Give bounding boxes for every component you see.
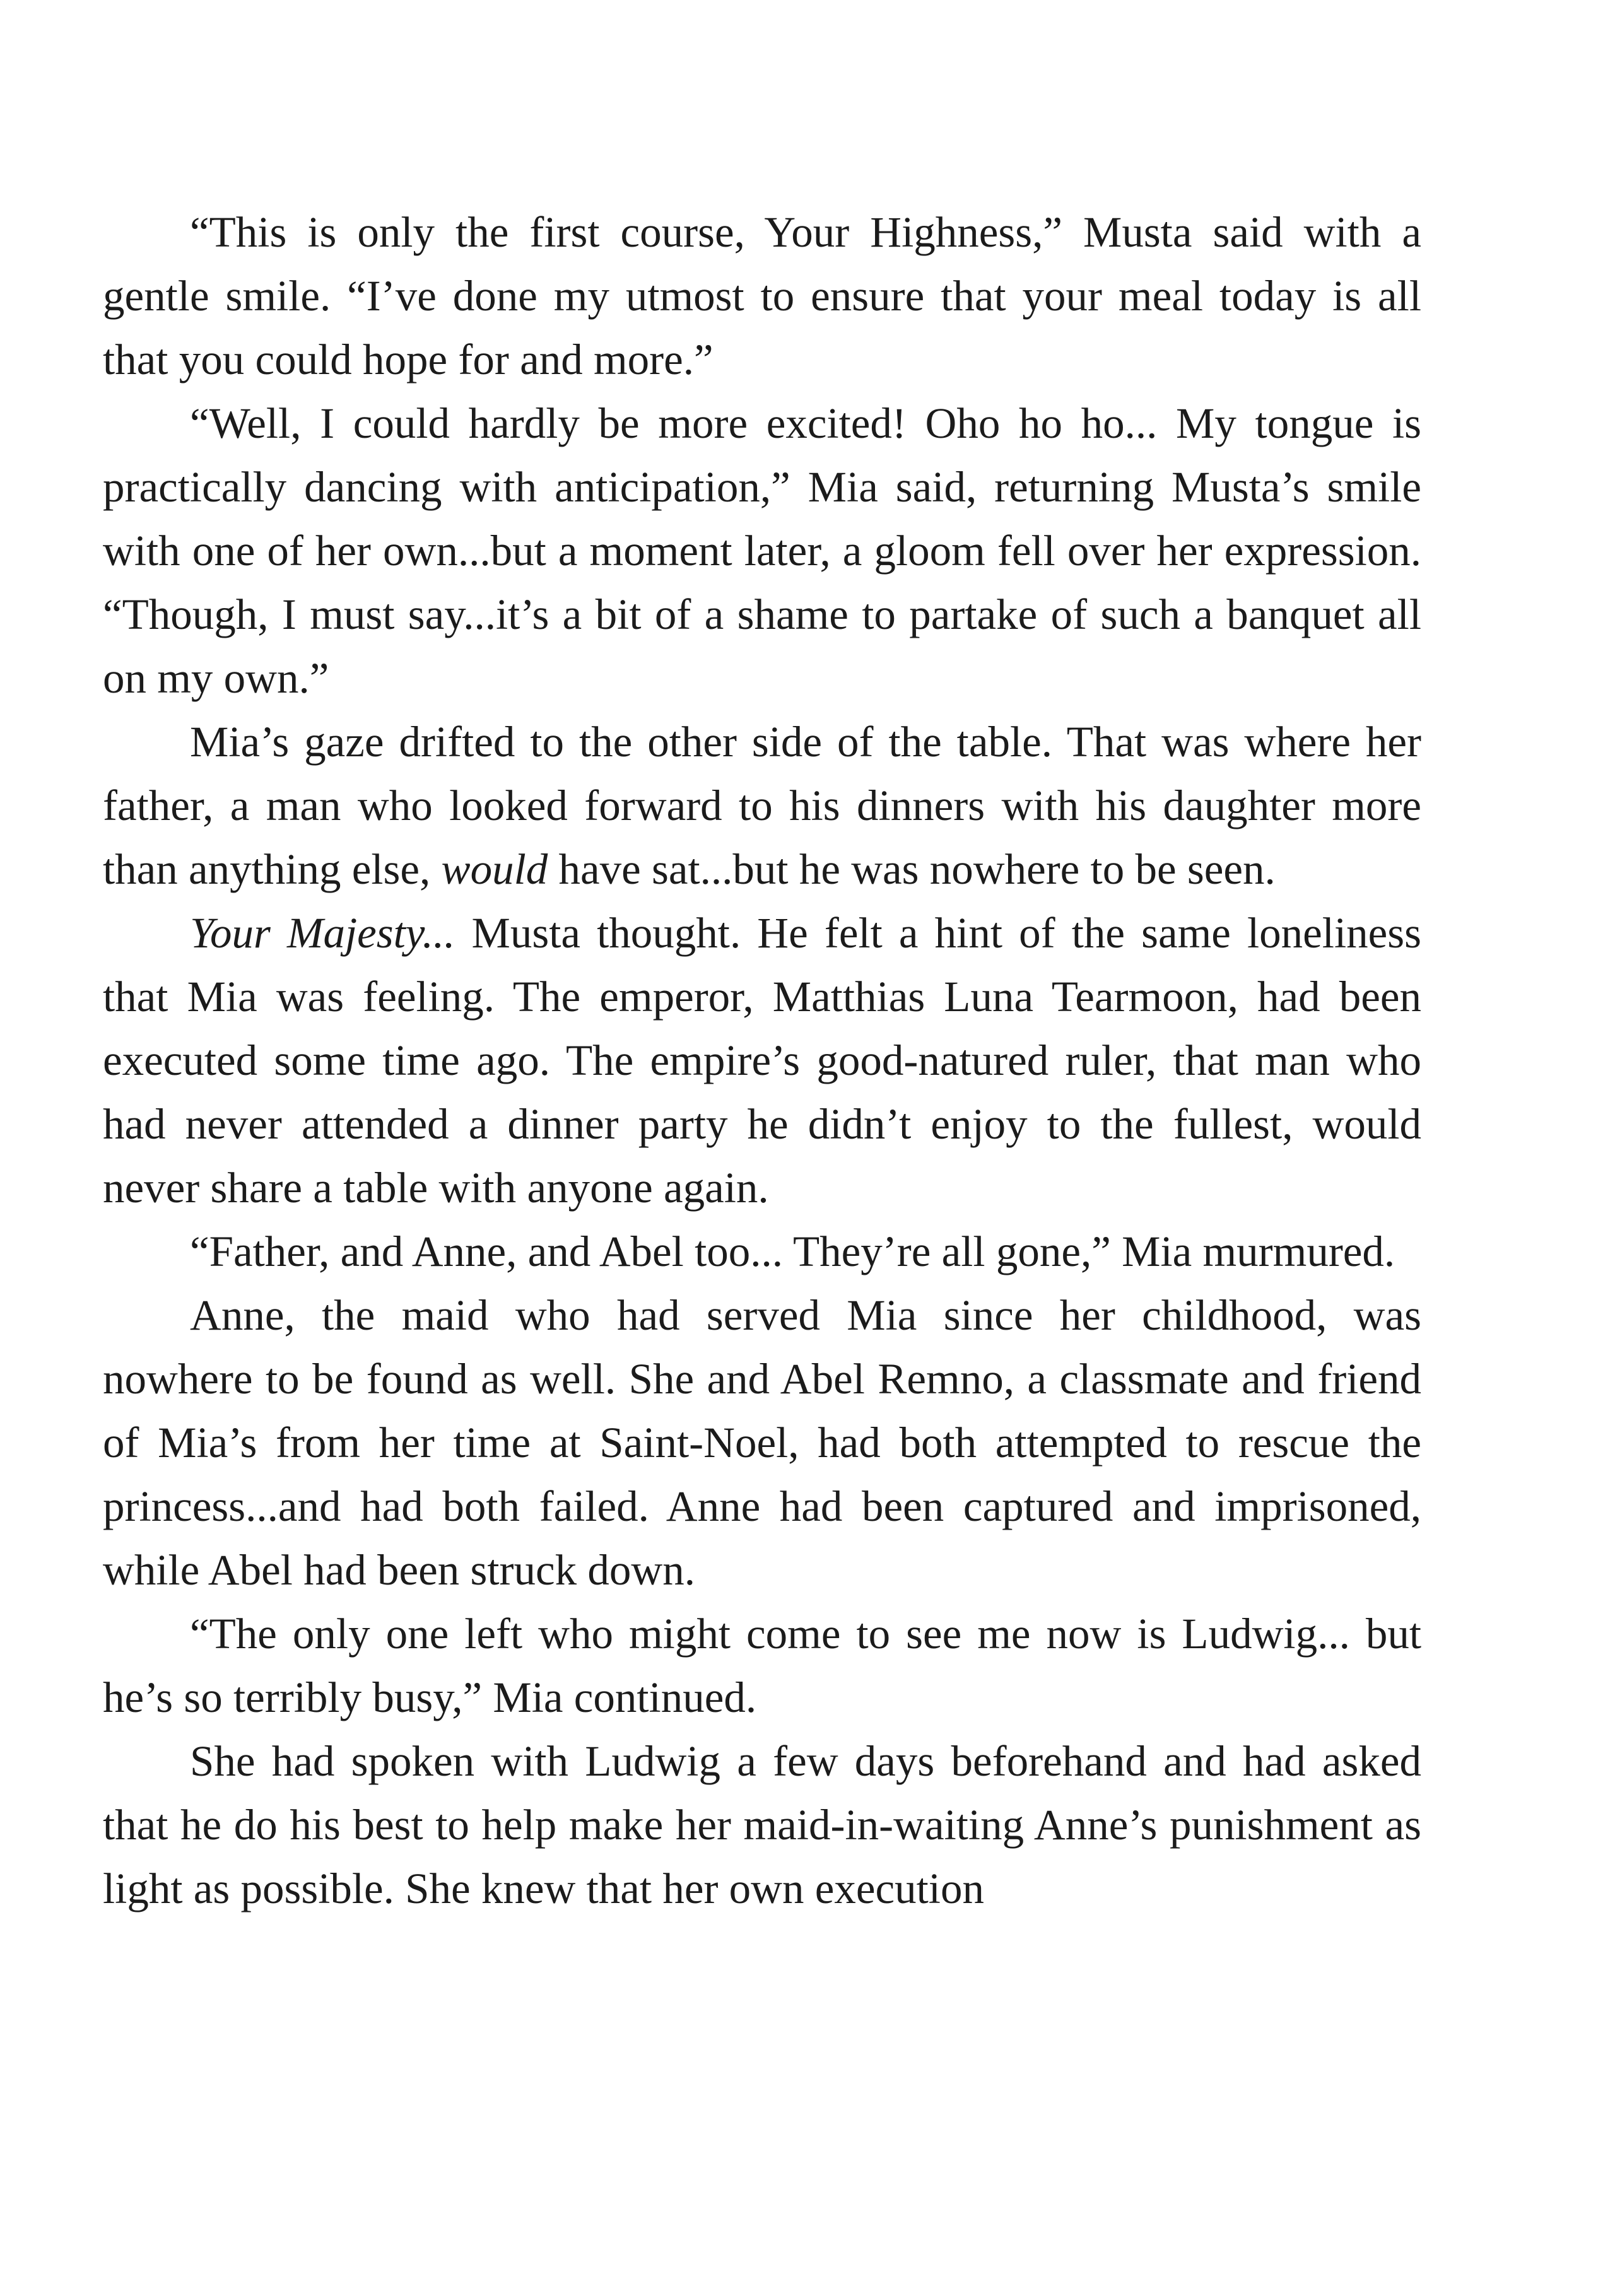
book-page	[103, 201, 1421, 1921]
paragraph-2	[103, 392, 1421, 710]
paragraph-6	[103, 1284, 1421, 1602]
paragraph-8-text: She had spoken with Ludwig a few days beforehand and had asked that he do his best to help make her maid-in-waiting Anne’s punishment as light as possible. She knew that her own execution	[103, 1737, 1421, 1912]
paragraph-4-thought: Your Majesty...	[190, 909, 455, 957]
paragraph-5	[103, 1220, 1421, 1284]
paragraph-4	[103, 901, 1421, 1220]
paragraph-8	[103, 1730, 1421, 1921]
paragraph-1	[103, 201, 1421, 392]
paragraph-3	[103, 710, 1421, 901]
paragraph-7-text: “The only one left who might come to see me now is Ludwig... but he’s so terribly busy,” Mia continued.	[103, 1610, 1421, 1721]
paragraph-1-text: “This is only the first course, Your Highness,” Musta said with a gentle smile. “I’ve done my utmost to ensure that your meal today is all that you could hope for and more.”	[103, 208, 1421, 384]
paragraph-6-text: Anne, the maid who had served Mia since her childhood, was nowhere to be found as well. She and Abel Remno, a classmate and friend of Mia’s from her time at Saint-Noel, had both attempted to rescue the princess...and had both failed. Anne had been captured and imprisoned, while Abel had been struck down.	[103, 1291, 1421, 1594]
paragraph-4-text: Musta thought. He felt a hint of the same loneliness that Mia was feeling. The emperor, Matthias Luna Tearmoon, had been executed some time ago. The empire’s good-natured ruler, that man who had never attended a dinner party he didn’t enjoy to the fullest, would never share a table with anyone again.	[103, 909, 1421, 1212]
paragraph-2-text: “Well, I could hardly be more excited! Oho ho ho... My tongue is practically dancing with anticipation,” Mia said, returning Musta’s smile with one of her own...but a moment later, a gloom fell over her expression. “Though, I must say...it’s a bit of a shame to partake of such a banquet all on my own.”	[103, 399, 1421, 702]
paragraph-3-emphasis: would	[441, 845, 548, 893]
paragraph-5-text: “Father, and Anne, and Abel too... They’re all gone,” Mia murmured.	[190, 1227, 1395, 1275]
paragraph-7	[103, 1602, 1421, 1730]
paragraph-3-text-a: Mia’s gaze drifted to the other side of the table. That was where her father, a man who looked forward to his dinners with his daughter more than anything else,	[103, 718, 1421, 893]
paragraph-3-text-b: have sat...but he was nowhere to be seen.	[548, 845, 1276, 893]
